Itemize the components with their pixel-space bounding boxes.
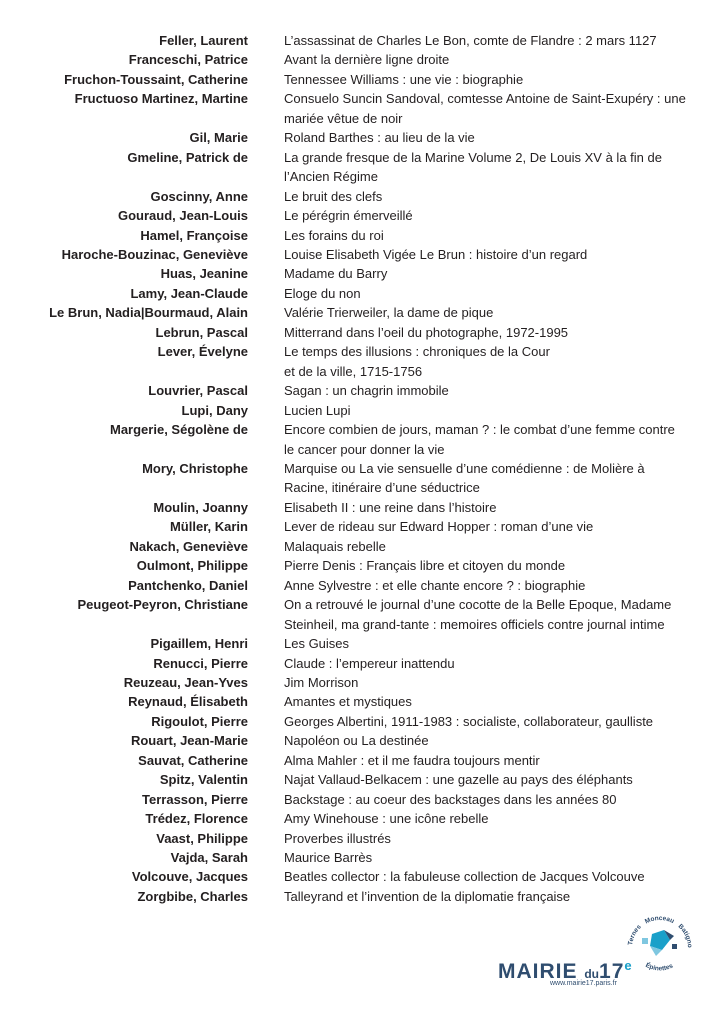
book-title-line: Le pérégrin émerveillé: [284, 208, 413, 224]
list-item: [0, 867, 724, 886]
book-title: [284, 128, 694, 147]
list-item: [0, 31, 724, 50]
list-item: [0, 323, 724, 342]
svg-text:Épinettes: [644, 960, 674, 972]
book-title-line: Marquise ou La vie sensuelle d’une comédienne : de Molière à: [284, 460, 645, 476]
list-item: [0, 829, 724, 848]
book-title-line: Roland Barthes : au lieu de la vie: [284, 130, 475, 146]
book-title-line: l’Ancien Régime: [284, 169, 378, 185]
book-title: [284, 323, 694, 342]
book-title-line: Valérie Trierweiler, la dame de pique: [284, 305, 494, 321]
book-title: [284, 498, 694, 517]
author-name: Lever, Évelyne: [157, 344, 248, 360]
book-title: [284, 576, 694, 595]
author-name: Zorgbibe, Charles: [137, 888, 248, 904]
book-title-line: Talleyrand et l’invention de la diplomatie française: [284, 888, 571, 904]
book-title-line: L’assassinat de Charles Le Bon, comte de Flandre : 2 mars 1127: [284, 33, 657, 48]
list-item: [0, 89, 724, 128]
book-title-line: et de la ville, 1715-1756: [284, 363, 423, 379]
book-title-line: mariée vêtue de noir: [284, 110, 403, 126]
book-title: [284, 401, 694, 420]
author-name: Goscinny, Anne: [150, 188, 248, 204]
book-list: [0, 31, 724, 906]
book-title-line: Steinheil, ma grand-tante : memoires officiels contre journal intime: [284, 616, 665, 632]
book-title: [284, 712, 694, 731]
book-title: [284, 673, 694, 692]
list-item: [0, 264, 724, 283]
list-item: [0, 654, 724, 673]
book-title: [284, 342, 694, 381]
list-item: [0, 303, 724, 322]
author-name: Fruchon-Toussaint, Catherine: [64, 71, 248, 87]
book-title: [284, 887, 694, 906]
author-name: Pantchenko, Daniel: [128, 577, 248, 593]
book-title-line: Encore combien de jours, maman ? : le combat d’une femme contre: [284, 422, 675, 438]
book-title: [284, 537, 694, 556]
list-item: [0, 887, 724, 906]
book-title-line: Le temps des illusions : chroniques de la Cour: [284, 344, 550, 360]
list-item: [0, 284, 724, 303]
book-title-line: Sagan : un chagrin immobile: [284, 383, 449, 399]
book-title-line: Najat Vallaud-Belkacem : une gazelle au pays des éléphants: [284, 772, 633, 788]
list-item: [0, 459, 724, 498]
book-title: [284, 245, 694, 264]
list-item: [0, 50, 724, 69]
author-name: Gouraud, Jean-Louis: [117, 208, 248, 224]
logo-url: www.mairie17.paris.fr: [550, 980, 617, 987]
list-item: [0, 128, 724, 147]
book-title: [284, 206, 694, 225]
author-name: Terrasson, Pierre: [142, 791, 248, 807]
list-item: [0, 731, 724, 750]
list-item: [0, 712, 724, 731]
author-name: Huas, Jeanine: [160, 266, 248, 282]
list-item: [0, 401, 724, 420]
logo-suffix: e: [624, 958, 633, 973]
author-name: Reynaud, Élisabeth: [128, 694, 248, 710]
book-title: [284, 459, 694, 498]
book-title: [284, 226, 694, 245]
book-title-line: Jim Morrison: [284, 674, 359, 690]
logo-mairie: MAIRIE: [498, 960, 578, 983]
book-title: [284, 264, 694, 283]
list-item: [0, 576, 724, 595]
book-title-line: Claude : l’empereur inattendu: [284, 655, 455, 671]
book-title-line: Lever de rideau sur Edward Hopper : roman d’une vie: [284, 519, 594, 535]
book-title: [284, 31, 694, 50]
book-title-line: Pierre Denis : Français libre et citoyen du monde: [284, 558, 566, 574]
author-name: Margerie, Ségolène de: [110, 422, 248, 438]
book-title-line: Malaquais rebelle: [284, 538, 386, 554]
author-name: Mory, Christophe: [142, 460, 248, 476]
book-title-line: Amantes et mystiques: [284, 694, 412, 710]
author-name: Renucci, Pierre: [153, 655, 248, 671]
list-item: [0, 498, 724, 517]
logo-du: du: [584, 967, 600, 981]
author-name: Lebrun, Pascal: [155, 324, 248, 340]
book-title-line: Maurice Barrès: [284, 850, 373, 866]
author-name: Le Brun, Nadia|Bourmaud, Alain: [49, 305, 248, 321]
badge-word-3: Épinettes: [644, 961, 675, 973]
list-item: [0, 206, 724, 225]
book-title: [284, 654, 694, 673]
list-item: [0, 420, 724, 459]
author-name: Lupi, Dany: [181, 402, 248, 418]
book-title: [284, 284, 694, 303]
book-title: [284, 829, 694, 848]
author-name: Vajda, Sarah: [170, 850, 248, 866]
book-title-line: Louise Elisabeth Vigée Le Brun : histoire d’un regard: [284, 246, 588, 262]
author-name: Trédez, Florence: [145, 811, 248, 827]
book-title-line: Eloge du non: [284, 285, 361, 301]
book-title: [284, 751, 694, 770]
book-title-line: Consuelo Suncin Sandoval, comtesse Antoine de Saint-Exupéry : une: [284, 91, 686, 107]
book-title-line: Avant la dernière ligne droite: [284, 52, 450, 68]
book-title: [284, 790, 694, 809]
book-title: [284, 731, 694, 750]
book-title-line: Amy Winehouse : une icône rebelle: [284, 811, 489, 827]
list-item: [0, 634, 724, 653]
list-item: [0, 673, 724, 692]
list-item: [0, 595, 724, 634]
badge-word-2: Batigno: [676, 922, 694, 949]
author-name: Müller, Karin: [169, 519, 248, 535]
author-name: Moulin, Joanny: [153, 499, 248, 515]
badge-word-0: Ternes: [627, 923, 643, 946]
book-title-line: Racine, itinéraire d’une séductrice: [284, 480, 480, 496]
list-item: [0, 342, 724, 381]
author-name: Lamy, Jean-Claude: [130, 285, 248, 301]
book-title-line: Les forains du roi: [284, 227, 384, 243]
list-item: [0, 556, 724, 575]
book-title-line: Backstage : au coeur des backstages dans les années 80: [284, 791, 617, 807]
book-title-line: Lucien Lupi: [284, 402, 351, 418]
book-title: [284, 556, 694, 575]
author-name: Sauvat, Catherine: [138, 752, 248, 768]
list-item: [0, 809, 724, 828]
book-title: [284, 809, 694, 828]
list-item: [0, 848, 724, 867]
book-title-line: Madame du Barry: [284, 266, 388, 282]
book-title-line: Georges Albertini, 1911-1983 : socialiste, collaborateur, gaulliste: [284, 713, 654, 729]
book-title: [284, 70, 694, 89]
list-item: [0, 790, 724, 809]
author-name: Gil, Marie: [189, 130, 248, 146]
list-item: [0, 187, 724, 206]
author-name: Gmeline, Patrick de: [127, 149, 248, 165]
book-title: [284, 303, 694, 322]
book-title-line: Napoléon ou La destinée: [284, 733, 429, 749]
book-title: [284, 770, 694, 789]
list-item: [0, 70, 724, 89]
author-name: Oulmont, Philippe: [136, 558, 248, 574]
book-title: [284, 595, 694, 634]
book-title: [284, 867, 694, 886]
author-name: Feller, Laurent: [159, 33, 248, 48]
list-item: [0, 692, 724, 711]
book-title-line: Proverbes illustrés: [284, 830, 391, 846]
book-title-line: Beatles collector : la fabuleuse collection de Jacques Volcouve: [284, 869, 645, 885]
book-title: [284, 89, 694, 128]
list-item: [0, 517, 724, 536]
book-title: [284, 148, 694, 187]
book-title: [284, 50, 694, 69]
badge-word-1: Monceau: [643, 914, 676, 926]
book-title-line: La grande fresque de la Marine Volume 2, De Louis XV à la fin de: [284, 149, 662, 165]
author-name: Fructuoso Martinez, Martine: [74, 91, 248, 107]
list-item: [0, 148, 724, 187]
author-name: Hamel, Françoise: [140, 227, 248, 243]
author-name: Spitz, Valentin: [159, 772, 248, 788]
author-name: Nakach, Geneviève: [129, 538, 248, 554]
book-title: [284, 187, 694, 206]
author-name: Louvrier, Pascal: [148, 383, 248, 399]
book-title-line: Le bruit des clefs: [284, 188, 383, 204]
author-name: Rouart, Jean-Marie: [130, 733, 248, 749]
book-title-line: On a retrouvé le journal d’une cocotte de la Belle Epoque, Madame: [284, 597, 672, 613]
book-title: [284, 420, 694, 459]
author-name: Franceschi, Patrice: [128, 52, 248, 68]
author-name: Volcouve, Jacques: [131, 869, 248, 885]
book-title-line: Anne Sylvestre : et elle chante encore ? : biographie: [284, 577, 586, 593]
district-badge-icon: [622, 912, 698, 974]
book-title: [284, 692, 694, 711]
book-title-line: Les Guises: [284, 636, 350, 652]
list-item: [0, 751, 724, 770]
author-name: Peugeot-Peyron, Christiane: [77, 597, 248, 613]
book-title-line: Elisabeth II : une reine dans l’histoire: [284, 499, 497, 515]
list-item: [0, 537, 724, 556]
book-title: [284, 634, 694, 653]
author-name: Rigoulot, Pierre: [151, 713, 248, 729]
author-name: Pigaillem, Henri: [150, 636, 248, 652]
author-name: Vaast, Philippe: [156, 830, 248, 846]
author-name: Reuzeau, Jean-Yves: [123, 674, 248, 690]
book-title: [284, 381, 694, 400]
list-item: [0, 226, 724, 245]
author-name: Haroche-Bouzinac, Geneviève: [61, 246, 248, 262]
list-item: [0, 245, 724, 264]
book-title: [284, 517, 694, 536]
mairie-logo: [498, 912, 698, 992]
book-title-line: le cancer pour donner la vie: [284, 441, 445, 457]
book-title-line: Tennessee Williams : une vie : biographie: [284, 71, 524, 87]
book-title-line: Mitterrand dans l’oeil du photographe, 1972-1995: [284, 324, 569, 340]
list-item: [0, 381, 724, 400]
logo-number: 17: [599, 960, 625, 983]
book-title: [284, 848, 694, 867]
list-item: [0, 770, 724, 789]
book-title-line: Alma Mahler : et il me faudra toujours mentir: [284, 752, 540, 768]
